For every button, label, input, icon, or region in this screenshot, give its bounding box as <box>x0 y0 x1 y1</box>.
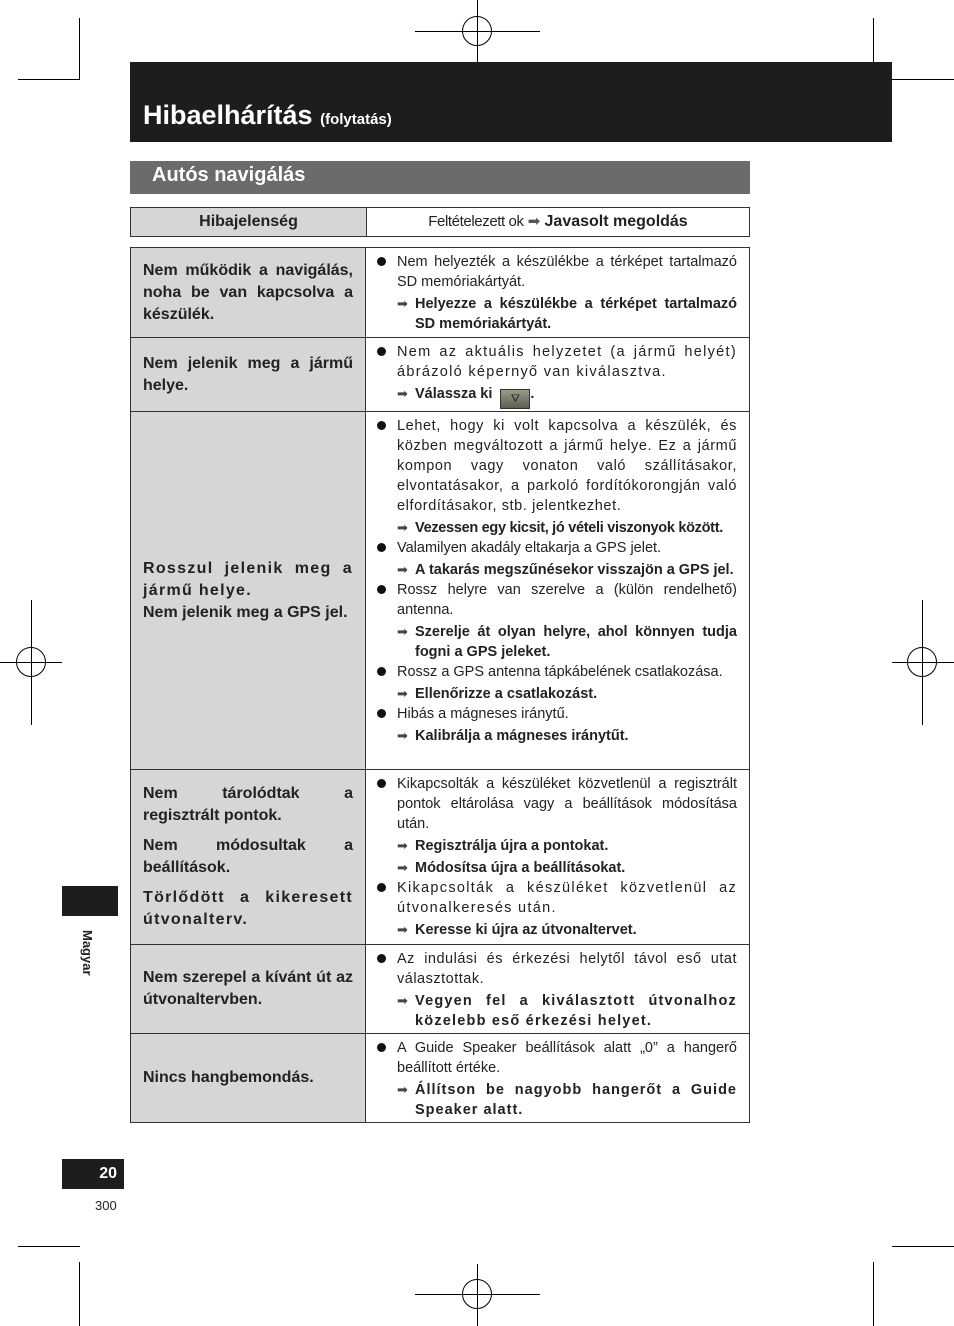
arrow-right-icon: ➡ <box>397 838 408 853</box>
solution-cell <box>366 248 750 338</box>
solution-cell <box>366 945 750 1034</box>
symptom-text: Nem módosultak a beállítások. <box>143 837 353 876</box>
symptom-cell <box>131 338 366 412</box>
table-row <box>131 945 750 1034</box>
solution-cell <box>366 770 750 945</box>
symptom-cell <box>131 412 366 770</box>
column-header <box>130 207 750 237</box>
table-row <box>131 248 750 338</box>
remedy-item <box>376 518 737 538</box>
arrow-right-icon: ➡ <box>397 993 410 1008</box>
arrow-right-icon: ➡ <box>397 922 408 937</box>
language-label: Magyar <box>80 930 95 976</box>
cause-item <box>376 949 737 989</box>
cause-text: A Guide Speaker beállítások alatt „0” a hangerő beállított értéke. <box>397 1040 737 1076</box>
table-row <box>131 1034 750 1123</box>
section-title: Autós navigálás <box>152 164 306 186</box>
arrow-right-icon: ➡ <box>397 562 408 577</box>
cause-item <box>376 704 737 724</box>
symptom-cell <box>131 248 366 338</box>
arrow-right-icon: ➡ <box>527 213 541 230</box>
cause-text: Rossz a GPS antenna tápkábelének csatlakozása. <box>397 664 723 680</box>
table-row <box>131 338 750 412</box>
bullet-dot-icon <box>377 954 386 963</box>
arrow-right-icon: ➡ <box>397 728 408 743</box>
troubleshooting-table <box>130 247 750 1123</box>
cause-text: Kikapcsolták a készüléket közvetlenül a regisztrált pontok eltárolása vagy a beállítások módosítása után. <box>397 776 737 832</box>
solution-cell <box>366 1034 750 1123</box>
arrow-right-icon: ➡ <box>397 1082 409 1097</box>
symptom-text: Törlődött a kikeresett útvonalterv. <box>143 889 353 928</box>
symptom-text: Nem tárolódtak a regisztrált pontok. <box>143 785 353 824</box>
cause-text: Nem helyezték a készülékbe a térképet tartalmazó SD memóriakártyát. <box>397 254 737 290</box>
remedy-text: Keresse ki újra az útvonaltervet. <box>415 922 637 938</box>
remedy-text: A takarás megszűnésekor visszajön a GPS jel. <box>415 562 734 578</box>
remedy-item <box>376 726 737 746</box>
page-subtitle: (folytatás) <box>320 111 392 128</box>
remedy-item <box>376 991 737 1031</box>
arrow-right-icon: ➡ <box>397 520 408 535</box>
symptom-cell <box>131 1034 366 1123</box>
cause-item <box>376 416 737 516</box>
cause-item <box>376 878 737 918</box>
cause-text: Kikapcsolták a készüléket közvetlenül az útvonalkeresés után. <box>397 880 737 916</box>
remedy-item <box>376 384 737 409</box>
cause-item <box>376 662 737 682</box>
global-page-number: 300 <box>95 1198 117 1213</box>
page-title-text: Hibaelhárítás <box>143 100 313 130</box>
arrow-right-icon: ➡ <box>397 686 408 701</box>
remedy-text: Ellenőrizze a csatlakozást. <box>415 686 598 702</box>
page-title <box>143 100 392 131</box>
remedy-suffix: . <box>530 386 535 402</box>
solution-cell <box>366 338 750 412</box>
column-header-symptom: Hibajelenség <box>131 208 367 236</box>
cause-item <box>376 252 737 292</box>
arrow-right-icon: ➡ <box>397 296 408 311</box>
cause-text: Rossz helyre van szerelve a (külön rendelhető) antenna. <box>397 582 737 618</box>
remedy-text: Módosítsa újra a beállításokat. <box>415 860 626 876</box>
symptom-text: Nem jelenik meg a GPS jel. <box>143 603 348 621</box>
remedy-text: Szerelje át olyan helyre, ahol könnyen tudja fogni a GPS jeleket. <box>415 624 737 660</box>
arrow-right-icon: ➡ <box>397 860 408 875</box>
cause-item <box>376 538 737 558</box>
symptom-cell <box>131 770 366 945</box>
remedy-item <box>376 684 737 704</box>
remedy-text: Kalibrálja a mágneses iránytűt. <box>415 728 629 744</box>
cause-item <box>376 342 737 382</box>
page-number: 20 <box>62 1159 124 1189</box>
bullet-dot-icon <box>377 543 386 552</box>
remedy-text: Állítson be nagyobb hangerőt a Guide Speaker alatt. <box>415 1082 737 1118</box>
language-tab <box>62 886 118 916</box>
bullet-dot-icon <box>377 779 386 788</box>
solution-cell <box>366 412 750 770</box>
bullet-dot-icon <box>377 1043 386 1052</box>
current-position-screen-icon: ⛛ <box>500 389 530 409</box>
cause-text: Lehet, hogy ki volt kapcsolva a készülék, és közben megváltozott a jármű helye. Ez a jármű kompon vagy vonaton való szállításakor, elvontatásakor, a parkoló fordítókorongján való elfordításakor, stb. jelentkezhet. <box>397 418 737 514</box>
cause-item <box>376 1038 737 1078</box>
remedy-item <box>376 836 737 856</box>
bullet-dot-icon <box>377 667 386 676</box>
remedy-text: Vezessen egy kicsit, jó vételi viszonyok között. <box>415 520 723 536</box>
bullet-dot-icon <box>377 421 386 430</box>
bullet-dot-icon <box>377 585 386 594</box>
symptom-cell <box>131 945 366 1034</box>
cause-item <box>376 774 737 834</box>
symptom-text: Nincs hangbemondás. <box>143 1069 314 1086</box>
remedy-item <box>376 560 737 580</box>
remedy-text: Regisztrálja újra a pontokat. <box>415 838 609 854</box>
remedy-item <box>376 920 737 940</box>
remedy-item <box>376 294 737 334</box>
cause-text: Az indulási és érkezési helytől távol eső utat választottak. <box>397 951 737 987</box>
symptom-text: Rosszul jelenik meg a jármű helye. <box>143 559 353 599</box>
cause-text: Nem az aktuális helyzetet (a jármű helyét) ábrázoló képernyő van kiválasztva. <box>397 344 737 380</box>
symptom-text: Nem működik a navigálás, noha be van kapcsolva a készülék. <box>143 261 353 323</box>
cause-text: Hibás a mágneses iránytű. <box>397 706 569 722</box>
remedy-text: Válassza ki <box>415 386 493 402</box>
symptom-text: Nem jelenik meg a jármű helye. <box>143 354 353 394</box>
bullet-dot-icon <box>377 257 386 266</box>
table-row <box>131 770 750 945</box>
column-header-solution: Javasolt megoldás <box>544 213 688 230</box>
remedy-item <box>376 622 737 662</box>
remedy-item <box>376 1080 737 1120</box>
bullet-dot-icon <box>377 709 386 718</box>
cause-text: Valamilyen akadály eltakarja a GPS jelet. <box>397 540 662 556</box>
table-row <box>131 412 750 770</box>
symptom-text: Nem szerepel a kívánt út az útvonaltervben. <box>143 969 353 1008</box>
bullet-dot-icon <box>377 883 386 892</box>
arrow-right-icon: ➡ <box>397 624 408 639</box>
remedy-text: Vegyen fel a kiválasztott útvonalhoz közelebb eső érkezési helyet. <box>415 993 737 1029</box>
column-header-cause-solution <box>367 208 749 236</box>
remedy-text: Helyezze a készülékbe a térképet tartalmazó SD memóriakártyát. <box>415 296 737 332</box>
cause-item <box>376 580 737 620</box>
arrow-right-icon: ➡ <box>397 386 408 401</box>
column-header-cause: Feltételezett ok <box>428 213 524 230</box>
remedy-item <box>376 858 737 878</box>
bullet-dot-icon <box>377 347 386 356</box>
